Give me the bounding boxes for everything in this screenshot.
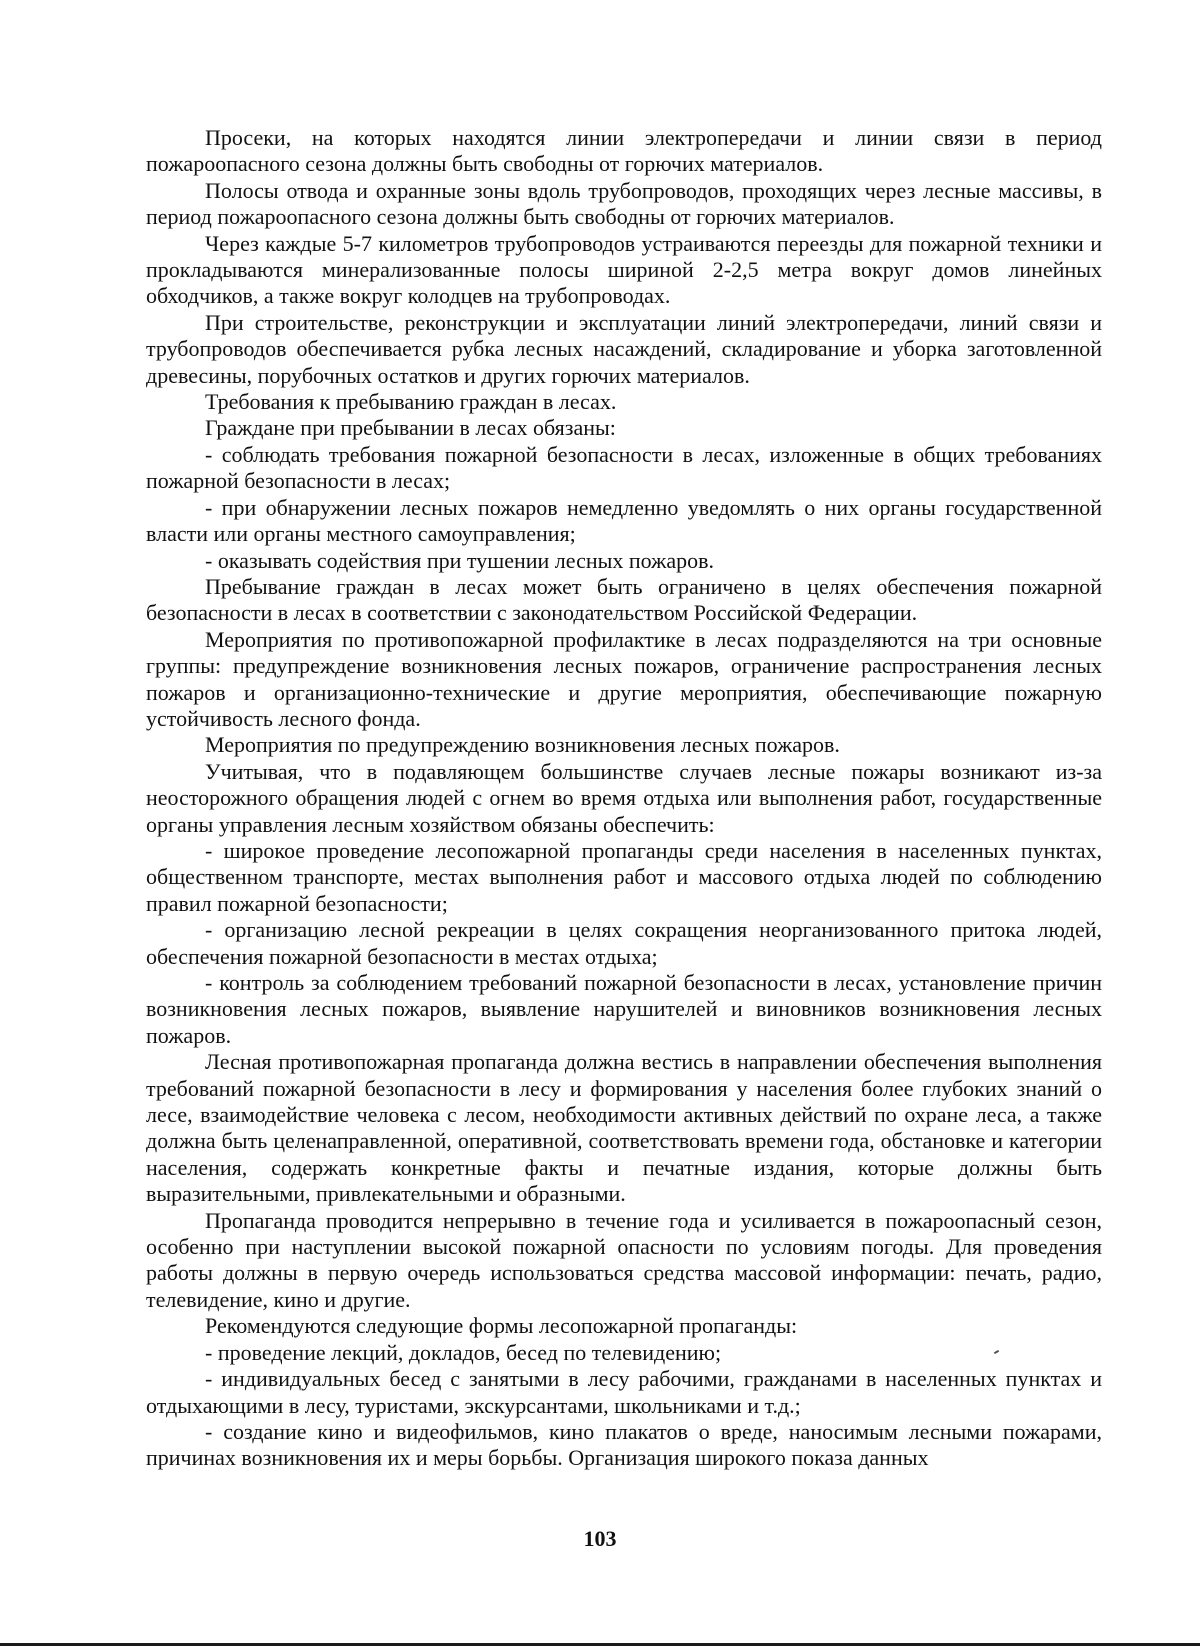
list-item: - соблюдать требования пожарной безопасности в лесах, изложенные в общих требованиях пожарной безопасности в лесах; xyxy=(146,441,1102,494)
paragraph: При строительстве, реконструкции и эксплуатации линий электропередачи, линий связи и трубопроводов обеспечивается рубка лесных насаждений, складирование и уборка заготовленной древесины, порубочных остатков и других горючих материалов. xyxy=(146,309,1102,388)
list-item: - создание кино и видеофильмов, кино плакатов о вреде, наносимым лесными пожарами, причинах возникновения их и меры борьбы. Организация широкого показа данных xyxy=(146,1418,1102,1471)
paragraph: Граждане при пребывании в лесах обязаны: xyxy=(205,415,616,441)
paragraph: Учитывая, что в подавляющем большинстве случаев лесные пожары возникают из-за неосторожного обращения людей с огнем во время отдыха или выполнения работ, государственные органы управления лесным хозяйством обязаны обеспечить: xyxy=(146,758,1102,837)
list-item: - при обнаружении лесных пожаров немедленно уведомлять о них органы государственной власти или органы местного самоуправления; xyxy=(146,494,1102,547)
list-item: - оказывать содействия при тушении лесных пожаров. xyxy=(205,547,714,573)
paragraph: Рекомендуются следующие формы лесопожарной пропаганды: xyxy=(205,1313,798,1339)
page-number: 103 xyxy=(583,1526,617,1551)
paragraph: Пропаганда проводится непрерывно в течение года и усиливается в пожароопасный сезон, особенно при наступлении высокой пожарной опасности по условиям погоды. Для проведения работы должны в первую очередь использоваться средства массовой информации: печать, радио, телевидение, кино и другие. xyxy=(146,1207,1102,1312)
bottom-scan-edge xyxy=(0,1643,1200,1646)
paragraph: Мероприятия по предупреждению возникновения лесных пожаров. xyxy=(205,732,840,758)
paragraph: Лесная противопожарная пропаганда должна вестись в направлении обеспечения выполнения требований пожарной безопасности в лесу и формирования у населения более глубоких знаний о лесе, взаимодействие человека с лесом, необходимости активных действий по охране леса, а также должна быть целенаправленной, оперативной, соответствовать времени года, обстановке и категории населения, содержать конкретные факты и печатные издания, которые должны быть выразительными, привлекательными и образными. xyxy=(146,1049,1102,1207)
paragraph: Через каждые 5-7 километров трубопроводов устраиваются переезды для пожарной техники и прокладываются минерализованные полосы шириной 2-2,5 метра вокруг домов линейных обходчиков, а также вокруг колодцев на трубопроводах. xyxy=(146,230,1102,309)
list-item: - организацию лесной рекреации в целях сокращения неорганизованного притока людей, обеспечения пожарной безопасности в местах отдыха; xyxy=(146,917,1102,969)
paragraph: Пребывание граждан в лесах может быть ограничено в целях обеспечения пожарной безопасности в лесах в соответствии с законодательством Российской Федерации. xyxy=(146,573,1102,626)
paragraph: Требования к пребыванию граждан в лесах. xyxy=(205,389,617,415)
list-item: - широкое проведение лесопожарной пропаганды среди населения в населенных пунктах, общественном транспорте, местах выполнения работ и массового отдыха людей по соблюдению правил пожарной безопасности; xyxy=(146,837,1102,916)
paragraph: Просеки, на которых находятся линии электропередачи и линии связи в период пожароопасного сезона должны быть свободны от горючих материалов. xyxy=(146,125,1102,177)
body-text xyxy=(146,125,1102,1472)
list-item: - проведение лекций, докладов, бесед по телевидению; xyxy=(205,1339,722,1365)
list-item: - индивидуальных бесед с занятыми в лесу рабочими, гражданами в населенных пунктах и отдыхающими в лесу, туристами, экскурсантами, школьниками и т.д.; xyxy=(146,1366,1102,1418)
paragraph: Мероприятия по противопожарной профилактике в лесах подразделяются на три основные группы: предупреждение возникновения лесных пожаров, ограничение распространения лесных пожаров и организационно-технические и другие мероприятия, обеспечивающие пожарную устойчивость лесного фонда. xyxy=(146,626,1102,731)
paragraph: Полосы отвода и охранные зоны вдоль трубопроводов, проходящих через лесные массивы, в период пожароопасного сезона должны быть свободны от горючих материалов. xyxy=(146,177,1102,230)
list-item: - контроль за соблюдением требований пожарной безопасности в лесах, установление причин возникновения лесных пожаров, выявление нарушителей и виновников возникновения лесных пожаров. xyxy=(146,970,1102,1048)
